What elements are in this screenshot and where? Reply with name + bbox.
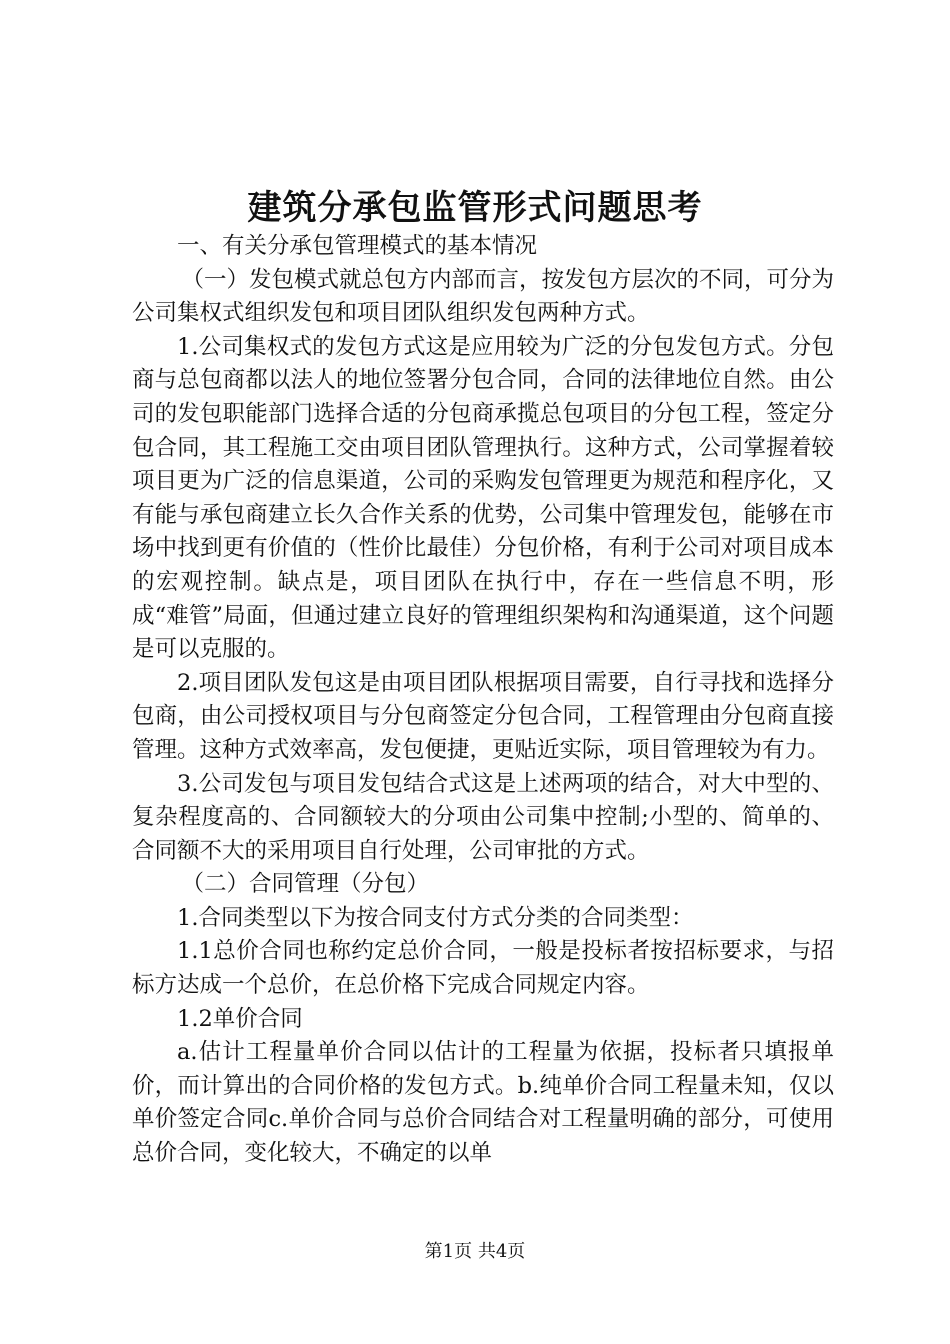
- paragraph-project-team: 2.项目团队发包这是由项目团队根据项目需要，自行寻找和选择分包商，由公司授权项目与分包商签定分包合同，工程管理由分包商直接管理。这种方式效率高，发包便捷，更贴近实际，项目管理较为有力。: [132, 669, 834, 763]
- paragraph-unit-price-detail: a.估计工程量单价合同以估计的工程量为依据，投标者只填报单价，而计算出的合同价格的发包方式。b.纯单价合同工程量未知，仅以单价签定合同c.单价合同与总价合同结合对工程量明确的部分，可使用总价合同，变化较大，不确定的以单: [132, 1039, 834, 1167]
- paragraph-combined: 3.公司发包与项目发包结合式这是上述两项的结合，对大中型的、复杂程度高的、合同额较大的分项由公司集中控制;小型的、简单的、合同额不大的采用项目自行处理，公司审批的方式。: [132, 770, 834, 864]
- paragraph-lump-sum: 1.1总价合同也称约定总价合同，一般是投标者按招标要求，与招标方达成一个总价，在总价格下完成合同规定内容。: [132, 938, 834, 999]
- paragraph-contracting-mode: （一）发包模式就总包方内部而言，按发包方层次的不同，可分为公司集权式组织发包和项目团队组织发包两种方式。: [132, 266, 835, 327]
- document-body: [132, 230, 834, 1171]
- paragraph-contract-types: 1.合同类型以下为按合同支付方式分类的合同类型：: [177, 904, 694, 931]
- section-heading-1: 一、有关分承包管理模式的基本情况: [177, 233, 538, 259]
- section-heading-contract-management: （二）合同管理（分包）: [181, 871, 430, 898]
- paragraph-unit-price-heading: 1.2单价合同: [177, 1005, 303, 1032]
- page-footer: 第1页 共4页: [424, 1241, 526, 1262]
- paragraph-company-centralized: 1.公司集权式的发包方式这是应用较为广泛的分包发包方式。分包商与总包商都以法人的地位签署分包合同，合同的法律地位自然。由公司的发包职能部门选择合适的分包商承揽总包项目的分包工程，签定分包合同，其工程施工交由项目团队管理执行。这种方式，公司掌握着较项目更为广泛的信息渠道，公司的采购发包管理更为规范和程序化，又有能与承包商建立长久合作关系的优势，公司集中管理发包，能够在市场中找到更有价值的（性价比最佳）分包价格，有利于公司对项目成本的宏观控制。缺点是，项目团队在执行中，存在一些信息不明，形成“难管”局面，但通过建立良好的管理组织架构和沟通渠道，这个问题是可以克服的。: [132, 333, 834, 663]
- document-title: 建筑分承包监管形式问题思考: [247, 188, 703, 228]
